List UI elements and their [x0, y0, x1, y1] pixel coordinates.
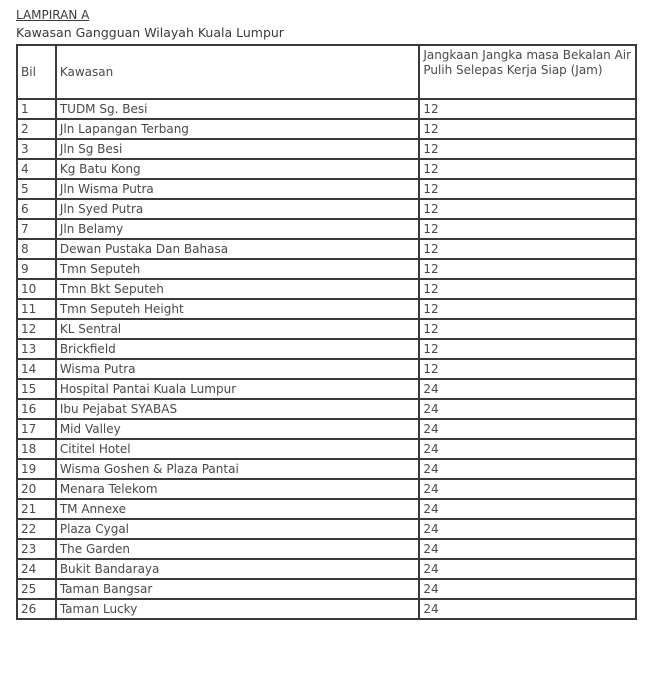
- cell-kawasan: Brickfield: [56, 339, 419, 359]
- cell-bil: 5: [17, 179, 56, 199]
- cell-jam: 12: [419, 99, 636, 119]
- table-row: [17, 239, 636, 259]
- cell-kawasan: Kg Batu Kong: [56, 159, 419, 179]
- cell-bil: 17: [17, 419, 56, 439]
- cell-jam: 24: [419, 539, 636, 559]
- cell-kawasan: Wisma Goshen & Plaza Pantai: [56, 459, 419, 479]
- table-row: [17, 319, 636, 339]
- cell-jam: 24: [419, 419, 636, 439]
- cell-bil: 10: [17, 279, 56, 299]
- table-row: [17, 159, 636, 179]
- cell-bil: 21: [17, 499, 56, 519]
- cell-bil: 25: [17, 579, 56, 599]
- cell-kawasan: Jln Sg Besi: [56, 139, 419, 159]
- cell-bil: 11: [17, 299, 56, 319]
- header-bil: Bil: [17, 45, 56, 99]
- table-row: [17, 519, 636, 539]
- cell-bil: 22: [17, 519, 56, 539]
- table-row: [17, 99, 636, 119]
- cell-kawasan: Tmn Bkt Seputeh: [56, 279, 419, 299]
- cell-jam: 12: [419, 239, 636, 259]
- cell-jam: 12: [419, 219, 636, 239]
- table-row: [17, 419, 636, 439]
- cell-jam: 12: [419, 359, 636, 379]
- cell-kawasan: TM Annexe: [56, 499, 419, 519]
- document-subtitle: Kawasan Gangguan Wilayah Kuala Lumpur: [16, 25, 284, 40]
- table-row: [17, 339, 636, 359]
- table-row: [17, 459, 636, 479]
- cell-jam: 12: [419, 279, 636, 299]
- table-row: [17, 579, 636, 599]
- cell-jam: 12: [419, 319, 636, 339]
- table-row: [17, 279, 636, 299]
- cell-jam: 12: [419, 339, 636, 359]
- cell-bil: 14: [17, 359, 56, 379]
- cell-kawasan: Ibu Pejabat SYABAS: [56, 399, 419, 419]
- cell-kawasan: Jln Lapangan Terbang: [56, 119, 419, 139]
- table-row: [17, 399, 636, 419]
- cell-bil: 18: [17, 439, 56, 459]
- cell-jam: 24: [419, 479, 636, 499]
- cell-kawasan: Hospital Pantai Kuala Lumpur: [56, 379, 419, 399]
- cell-jam: 12: [419, 119, 636, 139]
- cell-bil: 9: [17, 259, 56, 279]
- table-row: [17, 119, 636, 139]
- table-row: [17, 539, 636, 559]
- table-row: [17, 139, 636, 159]
- document-heading: LAMPIRAN A: [16, 8, 90, 22]
- table-row: [17, 479, 636, 499]
- cell-kawasan: Jln Belamy: [56, 219, 419, 239]
- table-row: [17, 599, 636, 619]
- cell-bil: 3: [17, 139, 56, 159]
- cell-bil: 24: [17, 559, 56, 579]
- cell-jam: 24: [419, 499, 636, 519]
- table-row: [17, 199, 636, 219]
- cell-jam: 12: [419, 199, 636, 219]
- cell-jam: 12: [419, 139, 636, 159]
- cell-bil: 20: [17, 479, 56, 499]
- table-row: [17, 259, 636, 279]
- table-row: [17, 439, 636, 459]
- cell-bil: 12: [17, 319, 56, 339]
- disruption-areas-table: [16, 44, 637, 620]
- table-header-row: [17, 45, 636, 99]
- cell-kawasan: Wisma Putra: [56, 359, 419, 379]
- table-body: [17, 99, 636, 619]
- cell-bil: 8: [17, 239, 56, 259]
- cell-kawasan: Taman Lucky: [56, 599, 419, 619]
- cell-kawasan: Plaza Cygal: [56, 519, 419, 539]
- cell-bil: 1: [17, 99, 56, 119]
- header-jangkaan: Jangkaan Jangka masa Bekalan Air Pulih Selepas Kerja Siap (Jam): [419, 45, 636, 99]
- cell-bil: 2: [17, 119, 56, 139]
- cell-jam: 24: [419, 559, 636, 579]
- cell-bil: 16: [17, 399, 56, 419]
- cell-jam: 24: [419, 399, 636, 419]
- table-row: [17, 559, 636, 579]
- cell-kawasan: Bukit Bandaraya: [56, 559, 419, 579]
- cell-kawasan: KL Sentral: [56, 319, 419, 339]
- cell-jam: 12: [419, 299, 636, 319]
- cell-kawasan: Mid Valley: [56, 419, 419, 439]
- cell-bil: 26: [17, 599, 56, 619]
- cell-jam: 24: [419, 459, 636, 479]
- cell-jam: 12: [419, 179, 636, 199]
- table-row: [17, 219, 636, 239]
- cell-jam: 24: [419, 579, 636, 599]
- table-row: [17, 179, 636, 199]
- cell-kawasan: Taman Bangsar: [56, 579, 419, 599]
- cell-jam: 24: [419, 439, 636, 459]
- cell-bil: 19: [17, 459, 56, 479]
- cell-kawasan: The Garden: [56, 539, 419, 559]
- cell-bil: 15: [17, 379, 56, 399]
- cell-kawasan: TUDM Sg. Besi: [56, 99, 419, 119]
- cell-kawasan: Cititel Hotel: [56, 439, 419, 459]
- table-row: [17, 379, 636, 399]
- cell-kawasan: Tmn Seputeh: [56, 259, 419, 279]
- cell-bil: 23: [17, 539, 56, 559]
- cell-jam: 24: [419, 379, 636, 399]
- table-row: [17, 499, 636, 519]
- cell-kawasan: Tmn Seputeh Height: [56, 299, 419, 319]
- cell-jam: 24: [419, 519, 636, 539]
- cell-kawasan: Jln Syed Putra: [56, 199, 419, 219]
- table-row: [17, 299, 636, 319]
- cell-jam: 12: [419, 159, 636, 179]
- cell-bil: 7: [17, 219, 56, 239]
- cell-bil: 13: [17, 339, 56, 359]
- header-kawasan: Kawasan: [56, 45, 419, 99]
- table-row: [17, 359, 636, 379]
- cell-kawasan: Jln Wisma Putra: [56, 179, 419, 199]
- cell-kawasan: Menara Telekom: [56, 479, 419, 499]
- cell-kawasan: Dewan Pustaka Dan Bahasa: [56, 239, 419, 259]
- cell-bil: 4: [17, 159, 56, 179]
- cell-bil: 6: [17, 199, 56, 219]
- cell-jam: 24: [419, 599, 636, 619]
- cell-jam: 12: [419, 259, 636, 279]
